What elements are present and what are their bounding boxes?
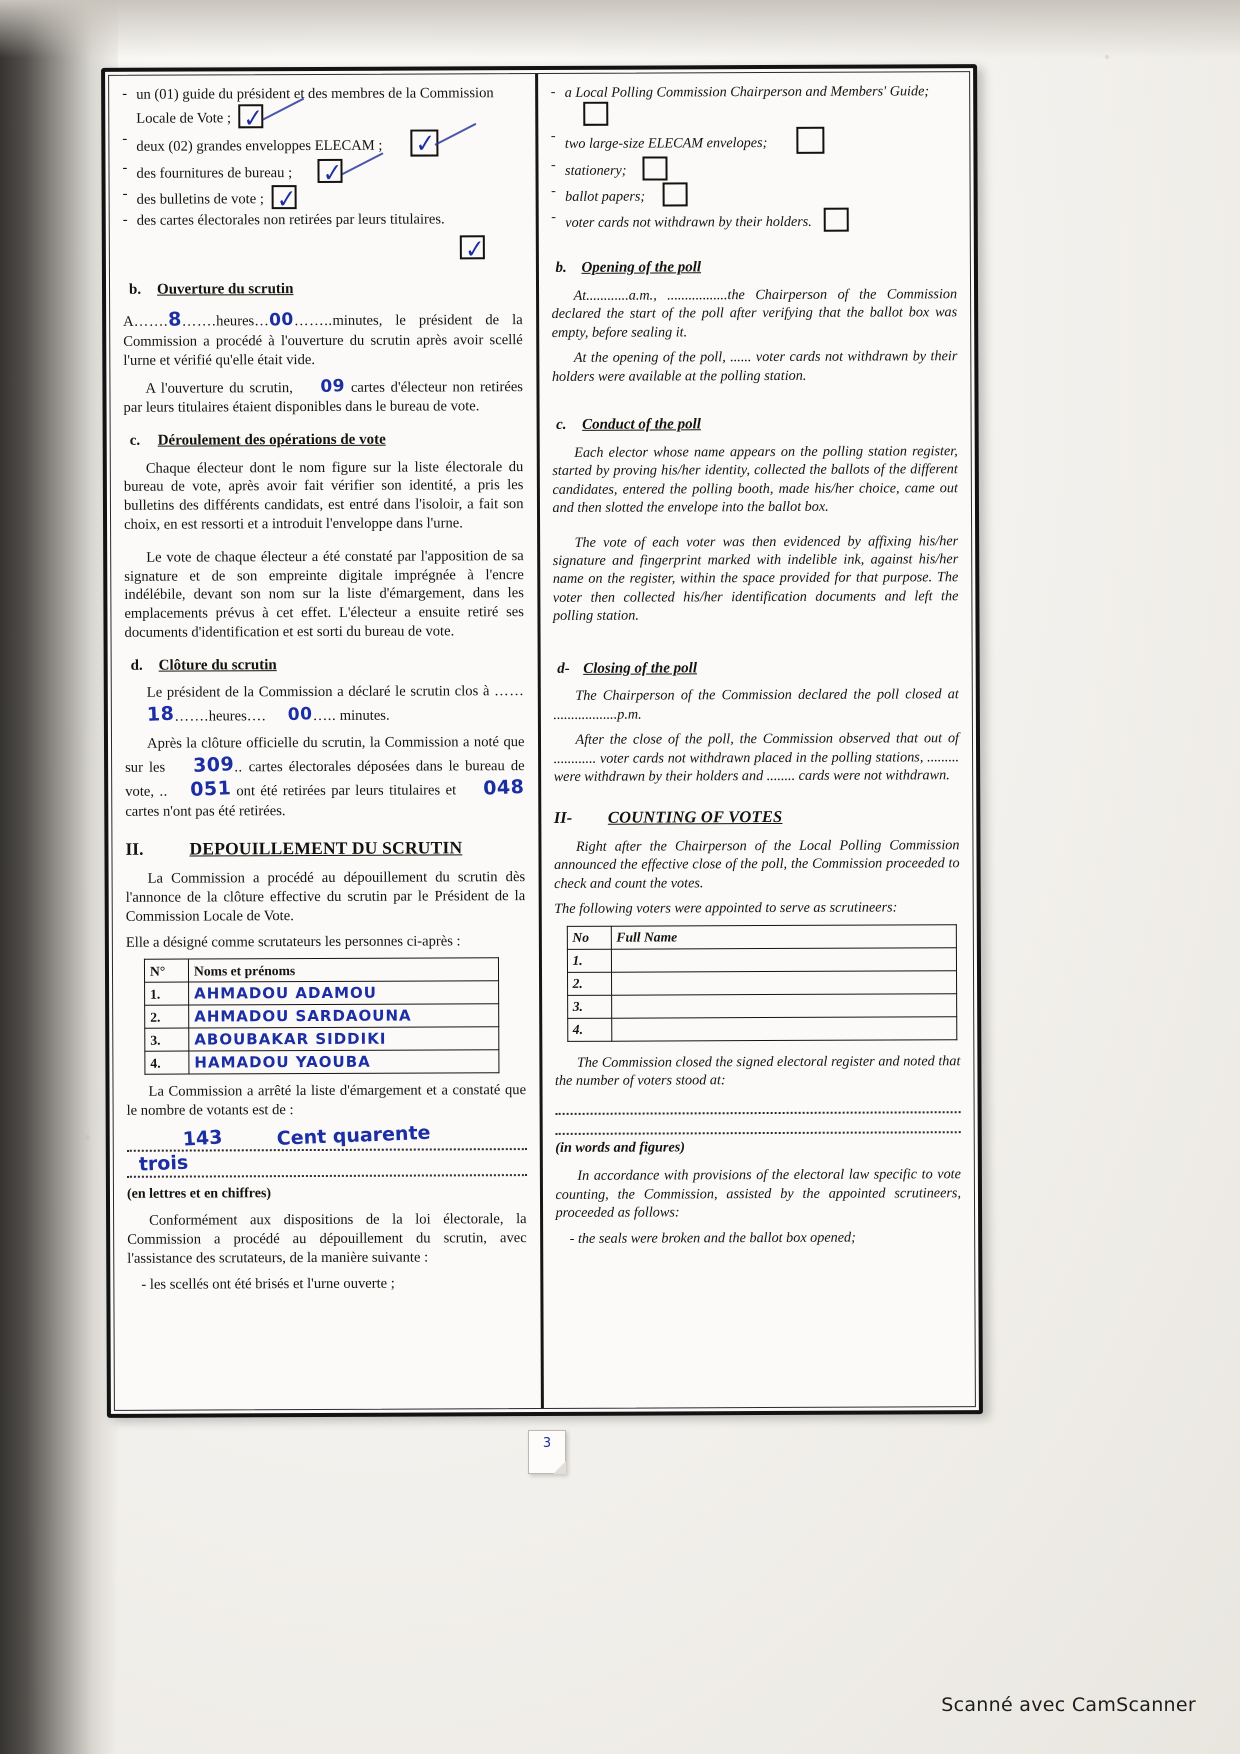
french-conduct-paragraph-1: Chaque électeur dont le nom figure sur la liste électorale du bureau de vote, après avoir fait vérifier son identité, a pris les bulletins des différents candidats, est entré dans l'isoloir, a fait son choix, en est ressorti et a introduit l'enveloppe dans l'urne.	[123, 458, 524, 533]
section-label: d-	[557, 660, 570, 677]
handwritten-opening-hour: 8	[167, 308, 183, 331]
french-closing-paragraph-2	[125, 733, 525, 821]
opening2-prefix: A l'ouverture du scrutin,	[145, 379, 293, 397]
checklist-item	[122, 84, 522, 134]
scrutineer-name[interactable]: AHMADOU ADAMOU	[189, 981, 499, 1005]
cards-prefix: Après la clôture officielle du scrutin, la Commission a noté que sur les	[125, 734, 525, 776]
handwritten-voters-figure: 143	[182, 1126, 223, 1151]
section-title: COUNTING OF VOTES	[607, 806, 783, 827]
bullet-dash: -	[122, 185, 128, 202]
checkbox-envelopes[interactable]	[410, 127, 438, 159]
closing-suffix: minutes.	[339, 707, 390, 724]
checkbox-stationery[interactable]	[318, 157, 344, 189]
checklist-item-label: a Local Polling Commission Chairperson and Members' Guide;	[564, 83, 930, 101]
bullet-dash: -	[122, 130, 128, 147]
checklist-item	[123, 210, 523, 231]
column-header-name: Noms et prénoms	[188, 958, 498, 982]
dot-leader: ….	[246, 708, 267, 725]
bullet-dash: -	[550, 157, 556, 174]
french-conduct-paragraph-2: Le vote de chaque électeur a été constaté par l'apposition de sa signature et de son empreinte digitale imprégnée à l'encre indélébile, devant son nom sur la liste d'émargement, dans les emplacements prévus à cet effet. L'électeur a ensuite retiré ses documents d'identification et est sorti du bureau de vote.	[124, 547, 524, 641]
row-number: 1.	[567, 949, 611, 972]
french-figures-caption: (en lettres et en chiffres)	[126, 1186, 272, 1202]
page-number-tab	[528, 1430, 566, 1474]
row-number: 2.	[145, 1005, 189, 1028]
checklist-item	[551, 208, 957, 234]
closing-hours-word: heures	[208, 708, 247, 725]
french-heading-counting	[125, 836, 525, 860]
table-row	[567, 1017, 956, 1042]
handwritten-voters-words-line2: trois	[138, 1151, 189, 1176]
english-conduct-paragraph-1: Each elector whose name appears on the polling station register, started by proving his/her identity, collected the ballots of the different candidates, entered the polling booth, made his/her choice, came out and then slotted the envelope into the ballot box.	[552, 442, 958, 517]
scrutineer-name[interactable]: HAMADOU YAOUBA	[189, 1050, 499, 1074]
handwritten-tick-icon: ✓	[322, 157, 344, 189]
french-counting-paragraph-4: Conformément aux dispositions de la loi électorale, la Commission a procédé au dépouillement du scrutin, avec l'assistance des scrutateurs, de la manière suivante :	[127, 1211, 527, 1267]
table-row	[567, 994, 956, 1019]
french-scrutineers-table	[144, 958, 500, 1076]
section-title: Closing of the poll	[583, 660, 698, 677]
dot-leader: ..	[159, 783, 168, 800]
row-number: 1.	[145, 982, 189, 1005]
checklist-item	[122, 183, 523, 215]
checkbox-guide-en[interactable]	[583, 102, 608, 126]
english-conduct-paragraph-2: The vote of each voter was then evidenced by affixing his/her signature and fingerprint marked with indelible ink, against his/her name on the register, within the space provided for that purpose. The voter then collected his/her identification documents and left the polling station.	[552, 532, 959, 625]
row-number: 4.	[567, 1018, 611, 1041]
french-counting-paragraph-2: Elle a désigné comme scrutateurs les personnes ci-après :	[125, 932, 461, 951]
french-heading-conduct	[124, 430, 524, 451]
english-counting-paragraph-4: In accordance with provisions of the electoral law specific to vote counting, the Commission, assisted by the appointed scrutineers, proceeded as follows:	[555, 1166, 962, 1222]
checklist-item	[551, 127, 957, 156]
french-voters-count-field[interactable]	[127, 1121, 527, 1184]
french-voters-count-intro: La Commission a arrêté la liste d'émargement et a constaté que le nombre de votants est de :	[126, 1082, 527, 1120]
handwritten-tick-icon: ✓	[463, 233, 485, 265]
table-header-row	[567, 925, 956, 950]
bullet-dash: -	[551, 209, 557, 226]
checklist-item	[551, 182, 957, 208]
document-inner-border	[108, 71, 976, 1411]
opening-suffix: minutes, le président de la Commission a procédé à l'ouverture du scrutin après avoir scellé l'urne et vérifié qu'elle était vide.	[123, 312, 523, 369]
english-column	[538, 72, 975, 1408]
checklist-item	[551, 82, 957, 126]
checkbox-stationery-en[interactable]	[642, 157, 667, 181]
column-header-number: N°	[144, 959, 188, 982]
checklist-item-label: two large-size ELECAM envelopes;	[564, 135, 768, 153]
english-material-checklist	[551, 82, 957, 233]
french-material-checklist	[122, 84, 522, 230]
english-heading-opening	[551, 258, 957, 279]
scrutineer-name[interactable]	[611, 971, 956, 996]
cards-mid-1: cartes électorales déposées dans le bureau de vote,	[125, 757, 525, 801]
french-counting-bullet-1: - les scellés ont été brisés et l'urne ouverte ;	[141, 1275, 395, 1293]
checklist-item-label: un (01) guide du président et des membres de la Commission Locale de Vote ;	[136, 85, 494, 127]
english-figures-caption: (in words and figures)	[555, 1139, 686, 1156]
handwritten-opening-minutes: 00	[268, 309, 295, 331]
handwritten-tick-icon: ✓	[276, 183, 298, 215]
french-counting-paragraph-1: La Commission a procédé au dépouillement du scrutin dès l'annonce de la clôture effective du scrutin par le Président de la Commission Locale de Vote.	[125, 869, 526, 925]
column-header-name: Full Name	[611, 925, 956, 950]
dot-leader: ……..	[293, 312, 333, 330]
english-voters-dotted-line-2[interactable]	[555, 1116, 961, 1135]
french-opening-paragraph-2	[123, 376, 523, 418]
cards-suffix: cartes n'ont pas été retirées.	[125, 802, 286, 820]
row-number: 4.	[145, 1051, 189, 1074]
section-title: Déroulement des opérations de vote	[157, 431, 386, 449]
table-row	[567, 971, 956, 996]
handwritten-closing-minutes: 00	[287, 704, 314, 726]
row-number: 3.	[567, 995, 611, 1018]
section-label: b.	[128, 281, 142, 298]
section-label: c.	[556, 417, 567, 434]
english-opening-paragraph-1: At............a.m., .................the Chairperson of the Commission declared the start of the poll after verifying that the ballot box was empty, before sealing it.	[551, 286, 958, 341]
french-heading-closing	[125, 655, 525, 676]
page-number: 3	[542, 1436, 552, 1451]
bullet-dash: -	[122, 159, 128, 176]
english-counting-paragraph-2: The following voters were appointed to serve as scrutineers:	[554, 899, 898, 918]
scrutineer-name[interactable]: AHMADOU SARDAOUNA	[189, 1004, 499, 1028]
closing-prefix: Le président de la Commission a déclaré le scrutin clos à	[146, 683, 490, 701]
english-voters-dotted-line-1[interactable]	[555, 1096, 961, 1115]
checklist-item-label: des fournitures de bureau ;	[136, 164, 293, 182]
checklist-item-label: voter cards not withdrawn by their holders.	[565, 214, 812, 232]
checkbox-envelopes-en[interactable]	[797, 127, 825, 154]
english-heading-counting	[554, 805, 960, 828]
checklist-item	[122, 129, 522, 158]
section-title: DEPOUILLEMENT DU SCRUTIN	[189, 836, 463, 859]
english-counting-bullet-1: - the seals were broken and the ballot box opened;	[569, 1229, 856, 1247]
row-number: 2.	[567, 972, 611, 995]
dot-leader: …..	[312, 707, 337, 725]
dot-leader: …	[254, 313, 270, 330]
checklist-item-label: stationery;	[564, 163, 627, 180]
dot-leader: …….	[133, 313, 169, 330]
opening-hours-word: heures	[216, 313, 255, 330]
page-corner-fold	[553, 1461, 566, 1474]
checkbox-ballots[interactable]	[272, 183, 298, 215]
english-closing-paragraph-2: After the close of the poll, the Commission observed that out of ............ voter cards not withdrawn placed in the polling stations, ......... were withdrawn by their holders and ........ cards were not withdrawn.	[553, 730, 960, 786]
section-title: Opening of the poll	[581, 259, 702, 277]
english-opening-paragraph-2: At the opening of the poll, ...... voter cards not withdrawn by their holders were available at the polling station.	[551, 348, 958, 385]
handwritten-withdrawn-cards: 051	[189, 777, 232, 802]
french-heading-opening	[123, 279, 523, 300]
checklist-item-label: des cartes électorales non retirées par leurs titulaires.	[136, 211, 445, 229]
bullet-dash: -	[550, 83, 556, 100]
table-row	[145, 1050, 499, 1075]
handwritten-tick-icon: ✓	[414, 127, 436, 159]
scrutineer-name[interactable]	[611, 948, 956, 973]
handwritten-total-cards: 309	[192, 753, 235, 777]
french-closing-paragraph-1	[125, 682, 525, 727]
english-voters-count-intro: The Commission closed the signed electoral register and noted that the number of voters stood at:	[554, 1052, 961, 1090]
english-heading-conduct	[552, 414, 958, 435]
bullet-dash: -	[551, 183, 556, 200]
handwritten-tick-icon: ✓	[243, 102, 265, 134]
dot-leader: ……	[494, 683, 525, 700]
checklist-item-label: des bulletins de vote ;	[136, 191, 264, 208]
section-label: c.	[129, 433, 141, 450]
section-title: Conduct of the poll	[582, 416, 701, 434]
scrutineer-name[interactable]	[611, 994, 956, 1019]
checkbox-voter-cards-en[interactable]	[823, 208, 848, 232]
handwritten-voters-words-line1: Cent quarente	[276, 1121, 431, 1150]
bullet-dash: -	[550, 128, 556, 145]
english-counting-paragraph-1: Right after the Chairperson of the Local Polling Commission announced the effective close of the poll, the Commission proceeded to check and count the votes.	[554, 837, 960, 892]
checklist-item	[551, 156, 957, 182]
bullet-dash: -	[122, 85, 128, 102]
row-number: 3.	[145, 1028, 189, 1051]
french-column	[109, 74, 543, 1410]
french-opening-paragraph-1	[123, 306, 523, 370]
table-row	[145, 1027, 499, 1052]
section-number: II.	[125, 838, 144, 859]
table-row	[145, 1004, 499, 1029]
checkbox-guide[interactable]	[239, 102, 265, 134]
section-number: II-	[553, 807, 573, 827]
handwritten-closing-hour: 18	[146, 702, 175, 726]
english-scrutineers-table	[566, 924, 957, 1042]
checklist-item	[122, 157, 522, 189]
checkbox-voter-cards-row	[123, 235, 523, 267]
camscanner-watermark: Scanné avec CamScanner	[941, 1694, 1196, 1716]
scan-speck	[85, 1135, 90, 1140]
bullet-dash: -	[122, 211, 128, 228]
dot-leader: ..	[234, 759, 243, 776]
section-label: b.	[555, 260, 567, 277]
checklist-item-label: ballot papers;	[565, 188, 646, 206]
column-header-number: No	[567, 926, 611, 949]
english-heading-closing	[553, 658, 959, 679]
scan-left-dark-edge	[0, 0, 118, 1754]
document-frame	[101, 64, 983, 1418]
checklist-item-label: deux (02) grandes enveloppes ELECAM ;	[136, 137, 383, 155]
section-title: Clôture du scrutin	[158, 657, 277, 674]
scrutineer-name[interactable]	[611, 1017, 956, 1042]
dot-leader: …….	[181, 313, 217, 330]
table-row	[145, 981, 499, 1006]
section-title: Ouverture du scrutin	[156, 280, 294, 298]
checkbox-voter-cards[interactable]	[459, 233, 485, 265]
cards-mid-2: ont été retirées par leurs titulaires et	[236, 782, 457, 800]
opening-prefix: A	[123, 313, 134, 330]
table-row	[567, 948, 956, 973]
checkbox-ballots-en[interactable]	[663, 183, 688, 207]
section-label: d.	[130, 657, 143, 674]
scan-speck	[1105, 55, 1109, 59]
scan-top-shadow	[0, 0, 1240, 58]
scrutineer-name[interactable]: ABOUBAKAR SIDDIKI	[189, 1027, 499, 1051]
english-closing-paragraph-1: The Chairperson of the Commission declared the poll closed at ..................p.m.	[553, 686, 959, 723]
table-header-row	[144, 958, 498, 983]
handwritten-unwithdrawn-cards: 09	[320, 375, 346, 397]
handwritten-not-withdrawn-cards: 048	[483, 776, 526, 800]
opening2-suffix: cartes d'électeur non retirées par leurs titulaires étaient disponibles dans le bureau de vote.	[123, 378, 524, 417]
dot-leader: …….	[174, 708, 209, 725]
